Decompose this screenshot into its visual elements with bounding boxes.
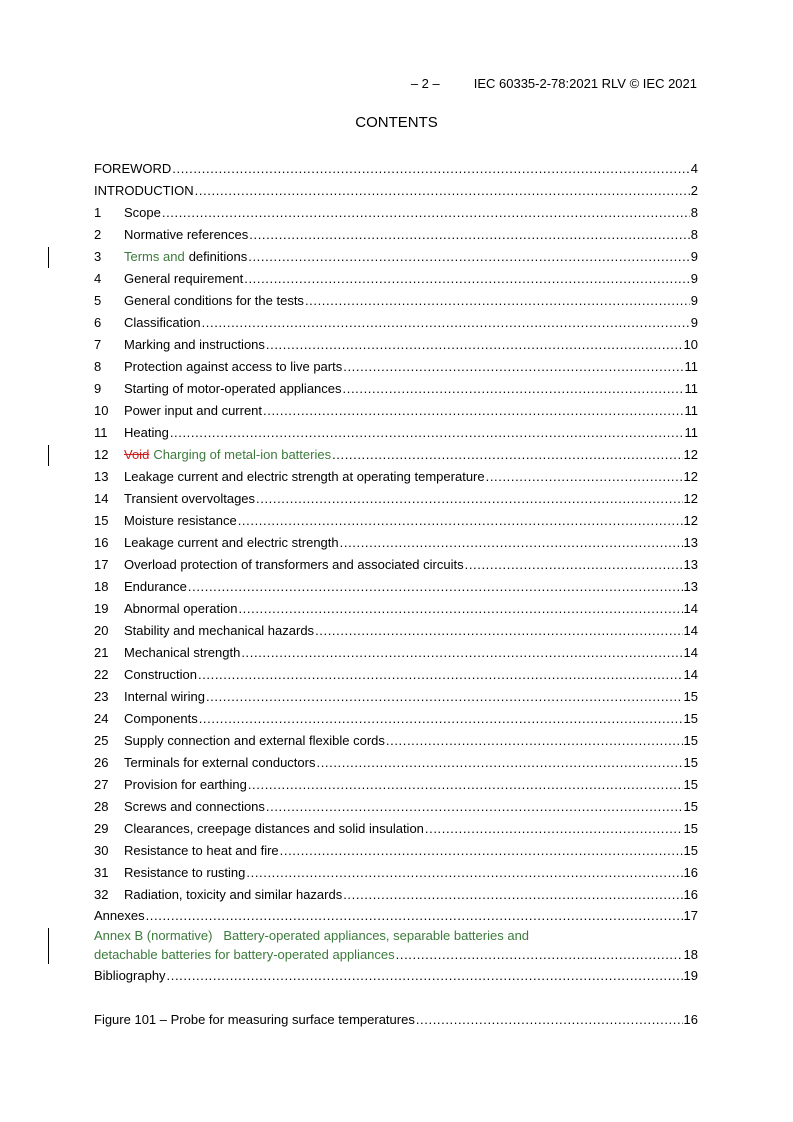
- toc-entry-clause-25[interactable]: [94, 730, 698, 748]
- deleted-text: Void: [124, 447, 150, 462]
- toc-entry-text: Terminals for external conductors: [124, 755, 316, 770]
- change-bar-clause-12: [48, 445, 49, 466]
- toc-entry-clause-21[interactable]: [94, 642, 698, 660]
- toc-entry-clause-31[interactable]: [94, 862, 698, 880]
- toc-entry-page: 14: [683, 645, 698, 660]
- clause-number: 4: [94, 271, 102, 286]
- clause-number: 24: [94, 711, 109, 726]
- toc-entry-text: Leakage current and electric strength: [124, 535, 339, 550]
- toc-entry-clause-1[interactable]: [94, 202, 698, 220]
- leader-dots: [198, 667, 683, 682]
- toc-entry-clause-16[interactable]: [94, 532, 698, 550]
- clause-number: 3: [94, 249, 102, 264]
- toc-entry-text: General conditions for the tests: [124, 293, 304, 308]
- toc-entry-page: 8: [690, 227, 698, 242]
- toc-entry-page: 16: [683, 1012, 698, 1027]
- toc-entry-page: 8: [690, 205, 698, 220]
- toc-entry-text: Figure 101 – Probe for measuring surface temperatures: [94, 1012, 415, 1027]
- leader-dots: [188, 579, 683, 594]
- toc-entry-text: Resistance to rusting: [124, 865, 246, 880]
- leader-dots: [396, 947, 683, 962]
- clause-number: 6: [94, 315, 102, 330]
- toc-entry-clause-7[interactable]: [94, 334, 698, 352]
- clause-number: 8: [94, 359, 102, 374]
- clause-number: 9: [94, 381, 102, 396]
- leader-dots: [343, 381, 684, 396]
- leader-dots: [316, 755, 682, 770]
- toc-entry-page: 13: [683, 557, 698, 572]
- toc-entry-page: 19: [683, 968, 698, 983]
- toc-entry-page: 12: [683, 447, 698, 462]
- leader-dots: [238, 513, 683, 528]
- clause-number: 5: [94, 293, 102, 308]
- inserted-text: Charging of metal-ion batteries: [153, 447, 332, 462]
- toc-entry-text: Starting of motor-operated appliances: [124, 381, 342, 396]
- toc-entry-text: Power input and current: [124, 403, 263, 418]
- clause-number: 11: [94, 425, 108, 440]
- leader-dots: [246, 865, 682, 880]
- toc-entry-clause-12[interactable]: [94, 444, 698, 462]
- toc-entry-figure-101[interactable]: [94, 1009, 698, 1027]
- toc-entry-page: 18: [683, 947, 698, 962]
- leader-dots: [249, 227, 689, 242]
- clause-number: 21: [94, 645, 109, 660]
- toc-entry-page: 15: [683, 821, 698, 836]
- page-header: [0, 76, 697, 91]
- toc-entry-text: Screws and connections: [124, 799, 265, 814]
- toc-entry-text: Normative references: [124, 227, 249, 242]
- toc-entry-page: 15: [683, 711, 698, 726]
- toc-entry-page: 9: [690, 293, 698, 308]
- toc-entry-text: Overload protection of transformers and associated circuits: [124, 557, 464, 572]
- clause-number: 19: [94, 601, 109, 616]
- toc-entry-text: Leakage current and electric strength at operating temperature: [124, 469, 485, 484]
- annex-b-line-2: detachable batteries for battery-operated appliances: [94, 947, 395, 962]
- toc-entry-clause-2[interactable]: [94, 224, 698, 242]
- leader-dots: [199, 711, 683, 726]
- toc-entry-clause-26[interactable]: [94, 752, 698, 770]
- leader-dots: [305, 293, 690, 308]
- toc-entry-clause-9[interactable]: [94, 378, 698, 396]
- toc-entry-clause-18[interactable]: [94, 576, 698, 594]
- leader-dots: [416, 1012, 683, 1027]
- toc-entry-clause-3[interactable]: [94, 246, 698, 264]
- toc-entry-clause-22[interactable]: [94, 664, 698, 682]
- toc-entry-clause-11[interactable]: [94, 422, 698, 440]
- toc-entry-clause-6[interactable]: [94, 312, 698, 330]
- toc-entry-page: 13: [683, 535, 698, 550]
- toc-entry-clause-23[interactable]: [94, 686, 698, 704]
- leader-dots: [425, 821, 683, 836]
- leader-dots: [266, 799, 683, 814]
- toc-entry-text: Protection against access to live parts: [124, 359, 343, 374]
- toc-entry-page: 16: [683, 887, 698, 902]
- toc-entry-clause-5[interactable]: [94, 290, 698, 308]
- toc-entry-text: Provision for earthing: [124, 777, 247, 792]
- toc-entry-page: 15: [683, 733, 698, 748]
- clause-number: 10: [94, 403, 109, 418]
- toc-entry-page: 9: [690, 315, 698, 330]
- leader-dots: [206, 689, 683, 704]
- toc-entry-text: Supply connection and external flexible cords: [124, 733, 385, 748]
- toc-entry-clause-24[interactable]: [94, 708, 698, 726]
- toc-entry-text: INTRODUCTION: [94, 183, 194, 198]
- leader-dots: [248, 777, 683, 792]
- toc-entry-page: 15: [683, 799, 698, 814]
- toc-entry-text: Radiation, toxicity and similar hazards: [124, 887, 343, 902]
- toc-entry-clause-19[interactable]: [94, 598, 698, 616]
- toc-entry-page: 4: [690, 161, 698, 176]
- toc-entry-clause-4[interactable]: [94, 268, 698, 286]
- toc-entry-introduction[interactable]: [94, 180, 698, 198]
- toc-entry-page: 11: [684, 425, 698, 440]
- toc-entry-clause-28[interactable]: [94, 796, 698, 814]
- leader-dots: [465, 557, 683, 572]
- leader-dots: [343, 887, 682, 902]
- toc-entry-clause-15[interactable]: [94, 510, 698, 528]
- toc-entry-text: Classification: [124, 315, 201, 330]
- toc-entry-clause-13[interactable]: [94, 466, 698, 484]
- change-bar-annex-b: [48, 928, 49, 964]
- clause-number: 32: [94, 887, 109, 902]
- toc-entry-text: Bibliography: [94, 968, 166, 983]
- toc-entry-text: Internal wiring: [124, 689, 205, 704]
- clause-number: 31: [94, 865, 109, 880]
- toc-entry-page: 11: [684, 359, 698, 374]
- leader-dots: [146, 908, 683, 923]
- clause-number: 14: [94, 491, 109, 506]
- toc-entry-text: Mechanical strength: [124, 645, 241, 660]
- toc-entry-page: 15: [683, 755, 698, 770]
- leader-dots: [172, 161, 689, 176]
- toc-entry-page: 11: [684, 403, 698, 418]
- toc-entry-text: FOREWORD: [94, 161, 172, 176]
- toc-entry-text: Marking and instructions: [124, 337, 265, 352]
- change-bar-clause-3: [48, 247, 49, 268]
- page-title: CONTENTS: [355, 114, 438, 131]
- toc-entry-page: 14: [683, 667, 698, 682]
- toc-entry-clause-27[interactable]: [94, 774, 698, 792]
- toc-entry-page: 11: [684, 381, 698, 396]
- toc-entry-page: 16: [683, 865, 698, 880]
- clause-number: 20: [94, 623, 109, 638]
- clause-number: 30: [94, 843, 109, 858]
- toc-entry-clause-20[interactable]: [94, 620, 698, 638]
- toc-entry-clause-14[interactable]: [94, 488, 698, 506]
- leader-dots: [343, 359, 683, 374]
- clause-number: 23: [94, 689, 109, 704]
- annex-b-line-1: Annex B (normative) Battery-operated appliances, separable batteries and: [94, 928, 530, 943]
- clause-number: 28: [94, 799, 109, 814]
- toc-entry-page: 12: [683, 513, 698, 528]
- leader-dots: [263, 403, 683, 418]
- leader-dots: [280, 843, 683, 858]
- leader-dots: [266, 337, 683, 352]
- toc-entry-text: Clearances, creepage distances and solid insulation: [124, 821, 424, 836]
- leader-dots: [486, 469, 683, 484]
- leader-dots: [340, 535, 683, 550]
- toc-entry-text: Stability and mechanical hazards: [124, 623, 315, 638]
- toc-entry-page: 9: [690, 249, 698, 264]
- leader-dots: [238, 601, 682, 616]
- toc-entry-annexes[interactable]: [94, 905, 698, 923]
- toc-entry-clause-10[interactable]: [94, 400, 698, 418]
- clause-number: 29: [94, 821, 109, 836]
- leader-dots: [386, 733, 683, 748]
- clause-number: 7: [94, 337, 102, 352]
- clause-number: 26: [94, 755, 109, 770]
- toc-entry-page: 15: [683, 689, 698, 704]
- clause-number: 2: [94, 227, 102, 242]
- toc-entry-text: Endurance: [124, 579, 187, 594]
- leader-dots: [195, 183, 690, 198]
- toc-entry-text: Construction: [124, 667, 197, 682]
- leader-dots: [248, 249, 690, 264]
- clause-number: 27: [94, 777, 109, 792]
- toc-entry-page: 9: [690, 271, 698, 286]
- document-id: IEC 60335-2-78:2021 RLV © IEC 2021: [473, 76, 697, 91]
- toc-entry-clause-30[interactable]: [94, 840, 698, 858]
- leader-dots: [202, 315, 690, 330]
- clause-number: 18: [94, 579, 109, 594]
- toc-entry-text: definitions: [188, 249, 248, 264]
- toc-entry-page: 12: [683, 469, 698, 484]
- clause-number: 12: [94, 447, 109, 462]
- toc-entry-page: 2: [690, 183, 698, 198]
- toc-entry-clause-8[interactable]: [94, 356, 698, 374]
- leader-dots: [167, 968, 683, 983]
- page-number-label: – 2 –: [410, 76, 440, 91]
- toc-entry-annex-b[interactable]: [94, 928, 698, 962]
- toc-entry-page: 10: [683, 337, 698, 352]
- toc-entry-text: Moisture resistance: [124, 513, 237, 528]
- leader-dots: [170, 425, 684, 440]
- toc-entry-text: Transient overvoltages: [124, 491, 256, 506]
- toc-entry-page: 15: [683, 843, 698, 858]
- leader-dots: [332, 447, 682, 462]
- toc-entry-text: Annexes: [94, 908, 145, 923]
- toc-entry-page: 14: [683, 623, 698, 638]
- toc-entry-page: 13: [683, 579, 698, 594]
- clause-number: 13: [94, 469, 109, 484]
- toc-entry-text: Heating: [124, 425, 169, 440]
- toc-entry-clause-29[interactable]: [94, 818, 698, 836]
- leader-dots: [256, 491, 683, 506]
- toc-entry-text: Abnormal operation: [124, 601, 238, 616]
- clause-number: 1: [94, 205, 102, 220]
- toc-entry-text: Components: [124, 711, 198, 726]
- toc-entry-page: 14: [683, 601, 698, 616]
- leader-dots: [241, 645, 682, 660]
- toc-entry-bibliography[interactable]: [94, 965, 698, 983]
- toc-entry-page: 12: [683, 491, 698, 506]
- toc-entry-clause-32[interactable]: [94, 884, 698, 902]
- clause-number: 15: [94, 513, 109, 528]
- inserted-text: Terms and: [124, 249, 185, 264]
- leader-dots: [162, 205, 690, 220]
- toc-entry-page: 17: [683, 908, 698, 923]
- toc-entry-text: General requirement: [124, 271, 244, 286]
- toc-entry-text: Scope: [124, 205, 161, 220]
- leader-dots: [315, 623, 682, 638]
- clause-number: 22: [94, 667, 109, 682]
- leader-dots: [244, 271, 690, 286]
- toc-entry-clause-17[interactable]: [94, 554, 698, 572]
- clause-number: 17: [94, 557, 109, 572]
- toc-entry-page: 15: [683, 777, 698, 792]
- clause-number: 25: [94, 733, 109, 748]
- clause-number: 16: [94, 535, 109, 550]
- toc-entry-text: Resistance to heat and fire: [124, 843, 279, 858]
- toc-entry-foreword[interactable]: [94, 158, 698, 176]
